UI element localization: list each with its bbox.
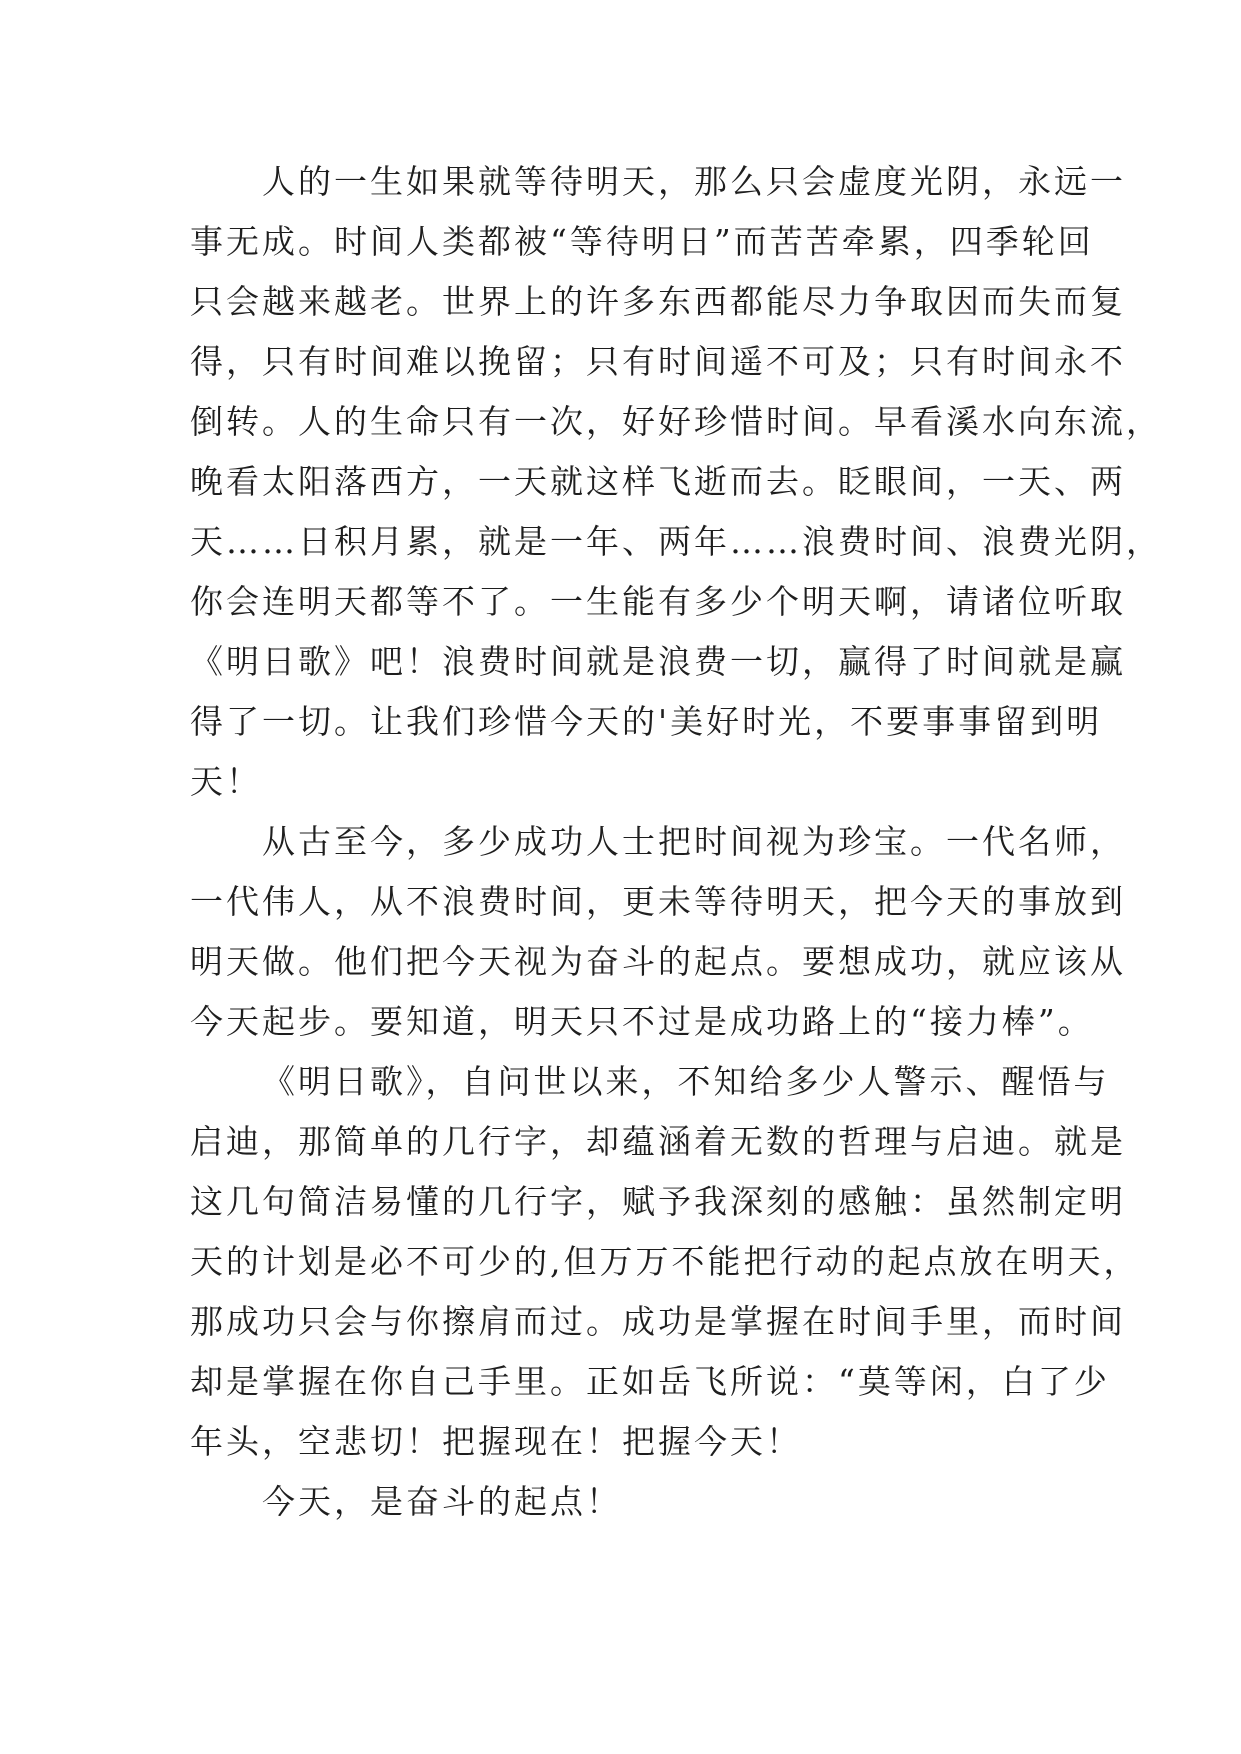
text-line: 得，只有时间难以挽留；只有时间遥不可及；只有时间永不 [190, 342, 1126, 381]
text-line: 事无成。时间人类都被“等待明日”而苦苦牵累，四季轮回 [190, 222, 1094, 261]
text-line: 那成功只会与你擦肩而过。成功是掌握在时间手里，而时间 [190, 1302, 1126, 1341]
text-line: 《明日歌》吧！浪费时间就是浪费一切，赢得了时间就是赢 [190, 642, 1126, 681]
document-body [190, 152, 1162, 1532]
text-line: 你会连明天都等不了。一生能有多少个明天啊，请诸位听取 [190, 582, 1126, 621]
text-line: 得了一切。让我们珍惜今天的'美好时光，不要事事留到明 [190, 702, 1103, 741]
text-line: 这几句简洁易懂的几行字，赋予我深刻的感触：虽然制定明 [190, 1182, 1126, 1221]
text-line: 《明日歌》，自问世以来，不知给多少人警示、醒悟与 [262, 1062, 1110, 1101]
text-line: 天！ [190, 762, 262, 801]
text-line: 人的一生如果就等待明天，那么只会虚度光阴，永远一 [262, 162, 1126, 201]
text-line: 明天做。他们把今天视为奋斗的起点。要想成功，就应该从 [190, 942, 1126, 981]
text-line: 一代伟人，从不浪费时间，更未等待明天，把今天的事放到 [190, 882, 1126, 921]
text-line: 今天，是奋斗的起点！ [262, 1482, 622, 1521]
text-line: 却是掌握在你自己手里。正如岳飞所说：“莫等闲，白了少 [190, 1362, 1110, 1401]
text-line: 天的计划是必不可少的,但万万不能把行动的起点放在明天， [190, 1242, 1140, 1281]
text-line: 只会越来越老。世界上的许多东西都能尽力争取因而失而复 [190, 282, 1126, 321]
text-line: 倒转。人的生命只有一次，好好珍惜时间。早看溪水向东流， [190, 402, 1162, 441]
text-line: 今天起步。要知道，明天只不过是成功路上的“接力棒”。 [190, 1002, 1094, 1041]
paragraph-2 [190, 812, 1126, 1052]
paragraph-3 [190, 1052, 1140, 1472]
text-line: 从古至今，多少成功人士把时间视为珍宝。一代名师， [262, 822, 1126, 861]
text-line: 晚看太阳落西方，一天就这样飞逝而去。眨眼间，一天、两 [190, 462, 1126, 501]
text-line: 年头，空悲切！把握现在！把握今天！ [190, 1422, 802, 1461]
paragraph-4 [190, 1472, 1050, 1532]
paragraph-1 [190, 152, 1162, 812]
text-line: 天……日积月累，就是一年、两年……浪费时间、浪费光阴， [190, 522, 1162, 561]
text-line: 启迪，那简单的几行字，却蕴涵着无数的哲理与启迪。就是 [190, 1122, 1126, 1161]
